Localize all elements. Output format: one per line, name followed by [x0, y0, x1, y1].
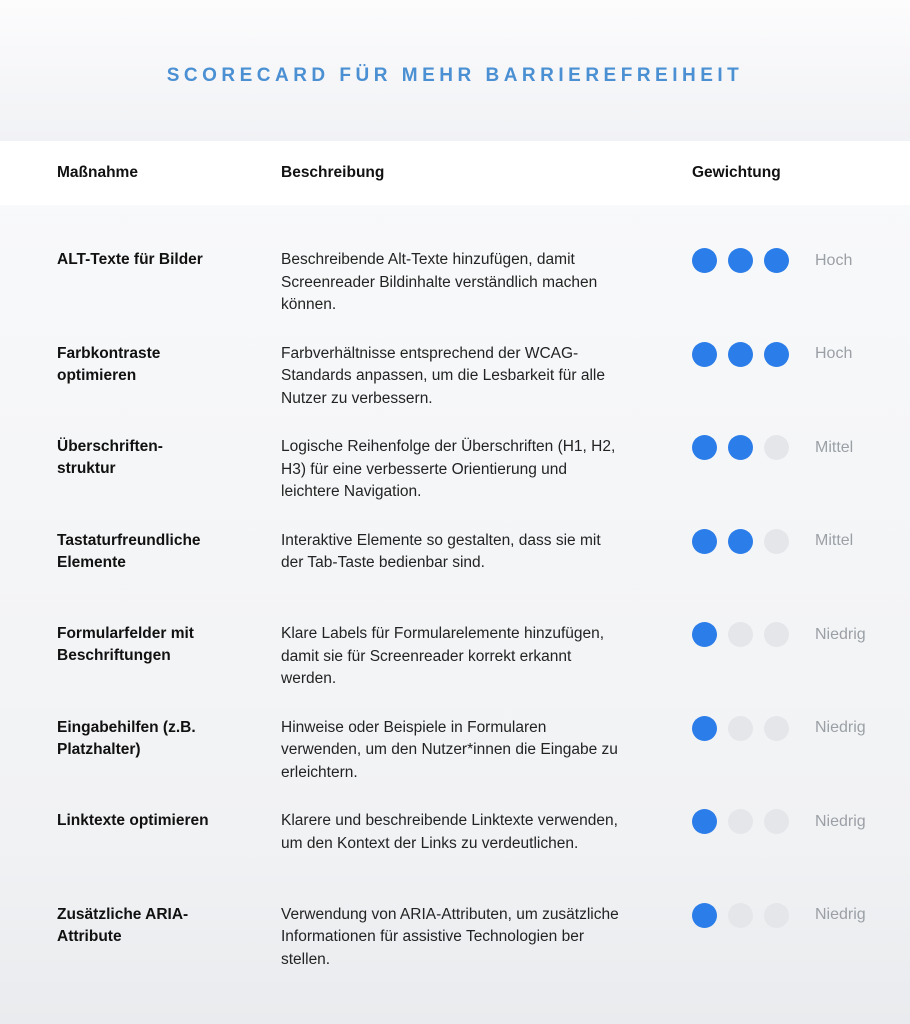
- weight-dots: [692, 342, 789, 367]
- weight-label: Mittel: [815, 532, 854, 549]
- table-row: [0, 810, 910, 904]
- measure-name: Zusätzliche ARIA-Attribute: [57, 905, 189, 945]
- weight-label: Mittel: [815, 438, 854, 456]
- table-row: [0, 623, 910, 717]
- table-row: [0, 249, 910, 343]
- weight-cell: [671, 529, 910, 554]
- weight-dot-empty: [764, 903, 789, 928]
- weight-cell: [671, 622, 910, 647]
- column-header-gewichtung: Gewichtung: [692, 164, 781, 181]
- weight-dots: [692, 529, 789, 554]
- header-area: [0, 0, 910, 141]
- weight-cell: [671, 809, 910, 834]
- measure-description: Farbverhältnisse entsprechend der WCAG-Standards anpassen, um die Lesbarkeit für alle Nutzer zu verbessern.: [281, 344, 605, 407]
- weight-label: Hoch: [815, 345, 853, 362]
- weight-cell: [671, 435, 910, 460]
- table-header-row: [0, 141, 910, 205]
- weight-dot-filled: [728, 529, 753, 554]
- weight-label: Hoch: [815, 251, 853, 269]
- weight-dot-empty: [764, 716, 789, 741]
- weight-dots: [692, 622, 789, 647]
- weight-dots: [692, 716, 789, 741]
- weight-dot-filled: [692, 529, 717, 554]
- weight-dot-filled: [692, 248, 717, 273]
- table-row: [0, 343, 910, 437]
- measure-name: Linktexte optimieren: [57, 812, 209, 829]
- weight-cell: [671, 248, 910, 273]
- weight-dot-filled: [764, 248, 789, 273]
- measure-name: Eingabehilfen (z.B. Platzhalter): [57, 718, 196, 758]
- weight-label: Niedrig: [815, 906, 866, 923]
- weight-cell: [671, 903, 910, 928]
- weight-label: Niedrig: [815, 625, 866, 643]
- measure-description: Verwendung von ARIA-Attributen, um zusätzliche Informationen für assistive Technologien ber stellen.: [281, 905, 619, 968]
- weight-dots: [692, 248, 789, 273]
- weight-dot-filled: [728, 248, 753, 273]
- weight-dot-empty: [728, 622, 753, 647]
- weight-dot-empty: [764, 435, 789, 460]
- weight-dot-filled: [764, 342, 789, 367]
- page-title: SCORECARD FÜR MEHR BARRIEREFREIHEIT: [166, 65, 744, 86]
- measure-name: Farbkontraste optimieren: [57, 344, 161, 384]
- weight-dot-filled: [692, 622, 717, 647]
- weight-dot-empty: [764, 622, 789, 647]
- weight-dot-filled: [692, 342, 717, 367]
- weight-label: Niedrig: [815, 812, 866, 830]
- weight-dot-filled: [692, 903, 717, 928]
- column-header-beschreibung: Beschreibung: [281, 164, 385, 181]
- weight-dot-empty: [728, 716, 753, 741]
- weight-dot-empty: [764, 809, 789, 834]
- table-row: [0, 436, 910, 530]
- weight-cell: [671, 716, 910, 741]
- weight-dots: [692, 809, 789, 834]
- measure-description: Hinweise oder Beispiele in Formularen verwenden, um den Nutzer*innen die Eingabe zu erleichtern.: [281, 718, 618, 781]
- measure-description: Klare Labels für Formularelemente hinzufügen, damit sie für Screenreader korrekt erkannt werden.: [281, 625, 605, 687]
- measure-name: Tastaturfreundliche Elemente: [57, 531, 201, 571]
- weight-cell: [671, 342, 910, 367]
- weight-dot-filled: [692, 809, 717, 834]
- weight-dot-filled: [692, 435, 717, 460]
- weight-dot-filled: [728, 342, 753, 367]
- weight-dot-filled: [692, 716, 717, 741]
- measure-name: Formularfelder mit Beschriftungen: [57, 625, 194, 664]
- measure-description: Beschreibende Alt-Texte hinzufügen, damit Screenreader Bildinhalte verständlich machen können.: [281, 251, 598, 313]
- column-header-massnahme: Maßnahme: [57, 164, 138, 181]
- measure-name: Überschriften-struktur: [57, 438, 163, 477]
- weight-label: Niedrig: [815, 719, 866, 736]
- measure-name: ALT-Texte für Bilder: [57, 251, 203, 268]
- weight-dots: [692, 435, 789, 460]
- table-row: [0, 530, 910, 624]
- weight-dot-filled: [728, 435, 753, 460]
- measure-description: Interaktive Elemente so gestalten, dass sie mit der Tab-Taste bedienbar sind.: [281, 531, 601, 571]
- weight-dots: [692, 903, 789, 928]
- weight-dot-empty: [764, 529, 789, 554]
- weight-dot-empty: [728, 903, 753, 928]
- weight-dot-empty: [728, 809, 753, 834]
- table-row: [0, 717, 910, 811]
- measure-description: Klarere und beschreibende Linktexte verwenden, um den Kontext der Links zu verdeutlichen.: [281, 812, 618, 852]
- table-body: [0, 205, 910, 997]
- table-row: [0, 904, 910, 998]
- measure-description: Logische Reihenfolge der Überschriften (H1, H2, H3) für eine verbesserte Orientierung und leichtere Navigation.: [281, 438, 616, 500]
